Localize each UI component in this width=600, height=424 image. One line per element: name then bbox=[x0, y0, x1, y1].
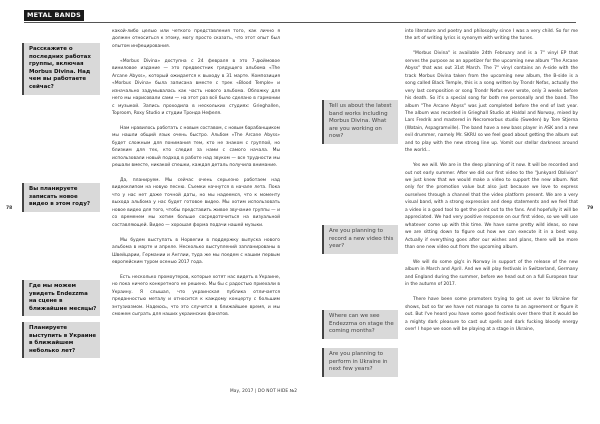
question-en-4: Are you planning to perform in Ukraine in next few years? bbox=[322, 348, 398, 377]
body-text-en bbox=[405, 28, 578, 381]
question-ru-3: Где мы можем увидеть Endezzma на сцене в ближайшие месяцы? bbox=[22, 280, 100, 316]
page-number-right: 79 bbox=[587, 206, 594, 211]
question-en-1: Tell us about the latest band works including Morbus Divina. What are you working on now? bbox=[322, 100, 398, 144]
paragraph-ru-3: Нам нравилось работать с новым составом, с новым барабанщиком мы нашли общий язык очень быстро. Альбом «The Arcane Abyss» будет сложным для понимания тем, кто не знаком с группой, но близким для тех, кто следил за нами с самого начала. Мы использовали новый подход в работе над звуком — все трудности мы решали вместе, никакой спешки, каждая деталь получила внимание. bbox=[112, 125, 280, 169]
paragraph-en-1: into literature and poetry and philosophy since I was a very child. So for me the art of writing lyrics is synonym with writing the tunes. bbox=[405, 29, 578, 42]
paragraph-ru-6: Есть несколько промоутеров, которые хотят нас видеть в Украине, но пока ничего конкретного не решено. Мы бы с радостью приехали в Украину. Я слышал, что украинская публика отличается преданностью металу и относится к каждому концерту с большим энтузиазмом. Надеюсь, что это случится в ближайшее время, и мы сможем сыграть для наших украинских фанатов. bbox=[112, 274, 280, 318]
paragraph-en-2: "Morbus Divina" is available 24th February and is a 7" vinyl EP that serves the purpose as an appetizer for the upcoming new album "The Arcane Abyss" that was out 31st March. The 7" vinyl contains an A-side with the track Morbus Divina taken from the upcoming new album, the B-side is a song called Black Temple, this is a song written by Trondr Nefas, actually the very last composition or song Trondr Nefas ever wrote, only 3 weeks before his death. So it's a special song for both me personally and the band. The album "The Arcane Abyss" was just completed before the end of last year. The album was recorded in Grieghall Studio at Haldal and Norway, mixed by Lars Fredrik and mastered in Necromorbus studio (Sweden) by Tore Stjerna (Watain, Aspagramville). The band have a new bass player in ASK and a new evil drummer, namely Mr. SKRU so we feel good about getting the album out and to play with the new strong line up. Vomit our stellar darkness around the world... bbox=[405, 51, 578, 154]
question-en-3: Where can we see Endezzma on stage the coming months? bbox=[322, 310, 398, 339]
paragraph-en-5: There have been some promoters trying to get us over to Ukraine for shows, but so far we have not manage to come to an agreement or figure it out. But I've heard you have some good festivals over there that it would be a mighty dark pleasure to cast out spells and dark fucking bloody energy over! I hope we soon will be playing at a stage in Ukraine, bbox=[405, 297, 578, 333]
question-en-2: Are you planning to record a new video this year? bbox=[322, 225, 398, 254]
paragraph-ru-4: Да, планируем. Мы сейчас очень серьезно работаем над видеоклипом на новую песню. Съемки начнутся в начале лета. Пока что у нас нет даже точной даты, но мы надеемся, что к моменту выхода альбома у нас будет готовое видео. Мы хотим использовать новое видео для того, чтобы представить живое звучание группы — и со временем мы хотим больше сосредоточиться на визуальной составляющей. Видео — хорошая форма подачи нашей музыки. bbox=[112, 178, 280, 228]
paragraph-ru-2: «Morbus Divina» доступна с 24 февраля в это 7-дюймовое виниловое издание — это предвестник грядущего альбома «The Arcane Abyss», который ожидается к выходу в 31 марте. Композиция «Morbus Divina» была записана вместе с трек «Blood Temple» и изначально задумывалась как часть нового альбома. Обложку для него мы нарисовали сами — на этот раз всё было сделано в гармонии с музыкой. Запись проходила в нескольких студиях: Grieghallen, Toproom, Roxy Studio и студии Тронда Нефеля. bbox=[112, 58, 280, 116]
paragraph-en-4: We will do some gig's in Norway in support of the release of the new album in March and April. And we will play festivals in Switzerland, Germany and England during the summer, before we head out on a full European tour in the autumn of 2017. bbox=[405, 260, 578, 288]
page-number-left: 78 bbox=[6, 206, 13, 211]
header-rule bbox=[24, 22, 576, 23]
question-ru-2: Вы планируете записать новое видео в этом году? bbox=[22, 183, 100, 212]
paragraph-ru-1: какой-либо целью или четкого представления того, как лично я должен относиться к этому, могу просто сказать, что этот опыт был опытом инфецирования. bbox=[112, 29, 280, 49]
body-text-ru bbox=[112, 28, 280, 381]
section-tag: METAL BANDS bbox=[24, 10, 84, 21]
footer: May, 2017 | DO NOT HIDE №2 bbox=[230, 389, 298, 394]
question-ru-4: Планируете выступить в Украине в ближайшем неболько лет? bbox=[22, 322, 100, 358]
paragraph-ru-5: Мы будем выступать в Норвегии в поддержку выпуска нового альбома в марте и апреле. Несколько выступлений запланированы в Швейцарии, Германии и Англии, туда же мы поедем с нашим первым европейским туром осенью 2017 года. bbox=[112, 237, 280, 265]
question-ru-1: Расскажите о последних работах группы, включая Morbus Divina. Над чем вы работаете сейчас? bbox=[22, 43, 100, 95]
paragraph-en-3: Yes we will. We are in the deep planning of it now. It will be recorded and out not early summer. After we did our first video to the "Junkyard Oblivion" we just knew that we would make a video to support the new album. Not only for the promotion value but also just because we love to express ourselves through a channel that the video platform present. We are a very visual band, with a strong expression and deep statements and we feel that a video is a good tool to get the point out to the fans. And hopefully it will be appreciated. We had very positive response on our first video, so we will use whatever come up with this time. We have some pretty wild ideas, so now we are sitting down to figure out how we can execute it in a best way. Actually if everything goes after our wishes and plans, there will be more than one new video out from the upcoming album. bbox=[405, 163, 578, 251]
